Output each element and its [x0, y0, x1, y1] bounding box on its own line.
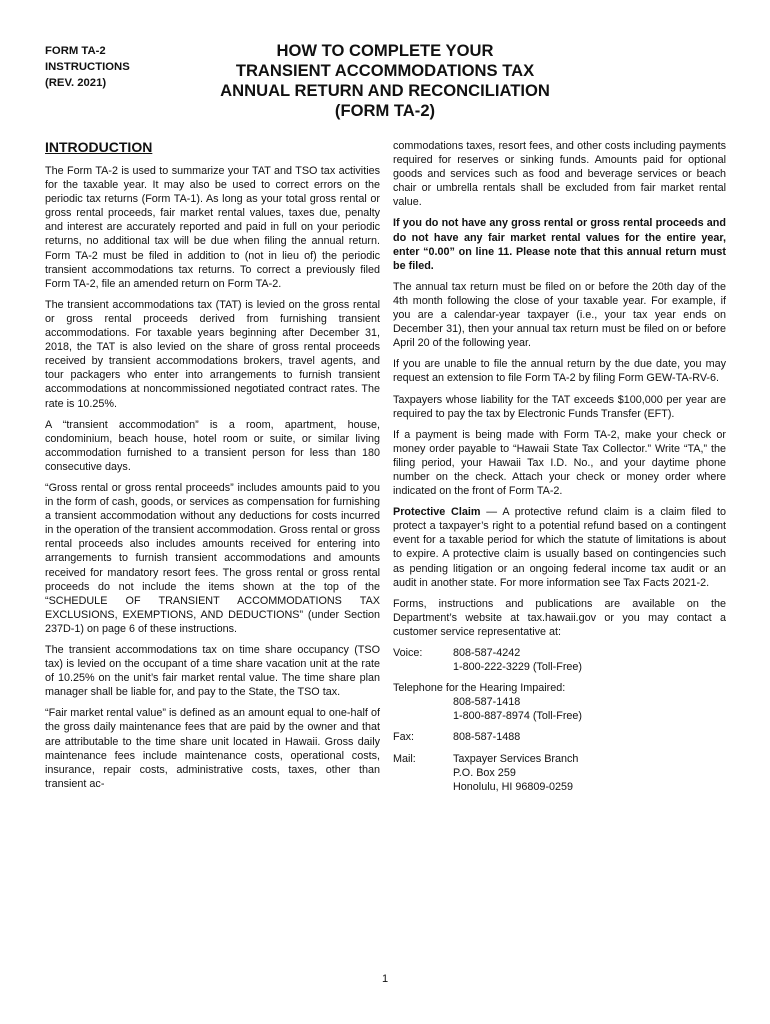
paragraph: If a payment is being made with Form TA-2, make your check or money order payable to “Hawaii State Tax Collector.” Write “TA,” the filing period, your Hawaii Tax I.D. No., and your daytime phone number on the check. Attach your check or money order where indicated on the front of Form TA-2. [393, 428, 726, 498]
right-column [393, 139, 726, 801]
contact-hearing-impaired [393, 681, 726, 723]
form-id-line: FORM TA-2 [45, 45, 106, 57]
paragraph: commodations taxes, resort fees, and other costs including payments required for reserves or sinking funds. Amounts paid for optional goods and services such as food and beverage services or beach chair or umbrella rentals shall be excluded from fair market rental value. [393, 140, 726, 209]
contact-label: Fax: [393, 731, 414, 744]
paragraph: “Fair market rental value” is defined as an amount equal to one-half of the gross daily maintenance fees that are paid by the owner and that are attributable to the time share unit located in Hawaii. Gross daily maintenance fees include maintenance costs, operational costs, insurance, repair costs, administrative costs, taxes, other than transient ac- [45, 707, 380, 790]
left-column [45, 138, 380, 798]
bold-notice: If you do not have any gross rental or gross rental proceeds and do not have any fair market rental values for the entire year, enter “0.00” on line 11. Please note that this annual return must be filed. [393, 217, 726, 272]
paragraph: The annual tax return must be filed on or before the 20th day of the 4th month following the close of your taxable year. For example, if you are a calendar-year taxpayer (i.e., your tax year ends on December 31), then your annual tax return must be filed on or before April 20 of the following year. [393, 280, 726, 350]
form-identifier [45, 43, 130, 91]
phone-number: 808-587-1418 [453, 696, 521, 709]
fax-number: 808-587-1488 [453, 731, 521, 744]
protective-claim-text: — A protective refund claim is a claim filed to protect a taxpayer’s right to a potential refund based on a contingent event for a taxable period for which the statute of limitations is about to expire. A protective claim is usually based on contingencies such as pending litigation or an ongoing federal income tax audit or an audit in another state. For more information see Tax Facts 2021-2. [393, 506, 727, 589]
paragraph: A “transient accommodation” is a room, apartment, house, condominium, beach house, hotel room or suite, or similar living accommodation furnished to a transient person for less than 180 consecutive days. [45, 418, 380, 473]
paragraph: If you are unable to file the annual return by the due date, you may request an extension to file Form TA-2 by filing Form GEW-TA-RV-6. [393, 358, 726, 385]
contact-fax [393, 730, 726, 744]
form-id-line: INSTRUCTIONS [45, 61, 130, 73]
title-line: ANNUAL RETURN AND RECONCILIATION [220, 81, 550, 100]
phone-number: 808-587-4242 [453, 647, 521, 659]
paragraph: Forms, instructions and publications are available on the Department’s website at tax.hawaii.gov or you may contact a customer service representative at: [393, 597, 726, 638]
protective-claim-lead: Protective Claim [393, 506, 481, 519]
protective-claim-paragraph [393, 505, 726, 590]
form-id-line: (REV. 2021) [45, 77, 107, 89]
mail-address-line: Honolulu, HI 96809-0259 [453, 780, 574, 793]
mail-address-line: Taxpayer Services Branch [453, 752, 579, 765]
contact-label: Voice: [393, 647, 423, 659]
phone-number: 1-800-887-8974 (Toll-Free) [453, 710, 583, 723]
contact-mail [393, 752, 726, 794]
contact-voice [393, 646, 726, 674]
contact-label: Mail: [393, 752, 416, 765]
page-title [190, 41, 580, 121]
title-line: TRANSIENT ACCOMMODATIONS TAX [235, 61, 535, 80]
page-number: 1 [381, 973, 389, 985]
paragraph: The Form TA-2 is used to summarize your TAT and TSO tax activities for the taxable year. It may also be used to correct errors on the periodic tax returns (Form TA-1). As long as your total gross rental or gross rental proceeds, fair market rental values, taxes due, penalty and interest are accurately reported and paid in full on your periodic returns, no additional tax will be due when filing the annual return. Form TA-2 must be filed in addition to (not in lieu of) the periodic transient accommodations tax returns. To correct a previously filed Form TA-2, file an amended return on Form TA-2. [45, 165, 380, 290]
introduction-heading: INTRODUCTION [45, 139, 153, 155]
mail-address-line: P.O. Box 259 [453, 766, 516, 779]
title-line: (FORM TA-2) [334, 101, 436, 120]
paragraph: The transient accommodations tax on time share occupancy (TSO tax) is levied on the occupant of a time share vacation unit at the rate of 10.25% on the unit’s fair market rental value. The time share plan manager shall be liable for, and pay to the State, the TSO tax. [45, 644, 380, 699]
paragraph: The transient accommodations tax (TAT) is levied on the gross rental or gross rental proceeds derived from furnishing transient accommodations. For taxable years beginning after December 31, 2018, the TAT is also levied on the share of gross rental proceeds received by transient accommodations brokers, travel agents, and tour packagers who enter into arrangements to furnish transient accommodations at noncommissioned negotiated contract rates. The rate is 10.25%. [45, 298, 380, 410]
paragraph: Taxpayers whose liability for the TAT exceeds $100,000 per year are required to pay the tax by Electronic Funds Transfer (EFT). [393, 393, 726, 420]
paragraph: “Gross rental or gross rental proceeds” includes amounts paid to you in the form of cash, goods, or services as compensation for furnishing a transient accommodation without any deductions for costs incurred in the operation of the transient accommodation. Gross rental or gross rental proceeds also includes amounts received for entering into arrangements to furnish transient accommodations and amounts received for mandatory resort fees. The gross rental or gross rental proceeds do not include the items shown at the top of the “SCHEDULE OF TRANSIENT ACCOMMODATIONS TAX EXCLUSIONS, EXEMPTIONS, AND DEDUCTIONS” (under Section 237D-1) on page 6 of these instructions. [45, 481, 380, 635]
contact-label: Telephone for the Hearing Impaired: [393, 682, 566, 695]
title-line: HOW TO COMPLETE YOUR [276, 41, 494, 60]
phone-number: 1-800-222-3229 (Toll-Free) [453, 661, 583, 674]
